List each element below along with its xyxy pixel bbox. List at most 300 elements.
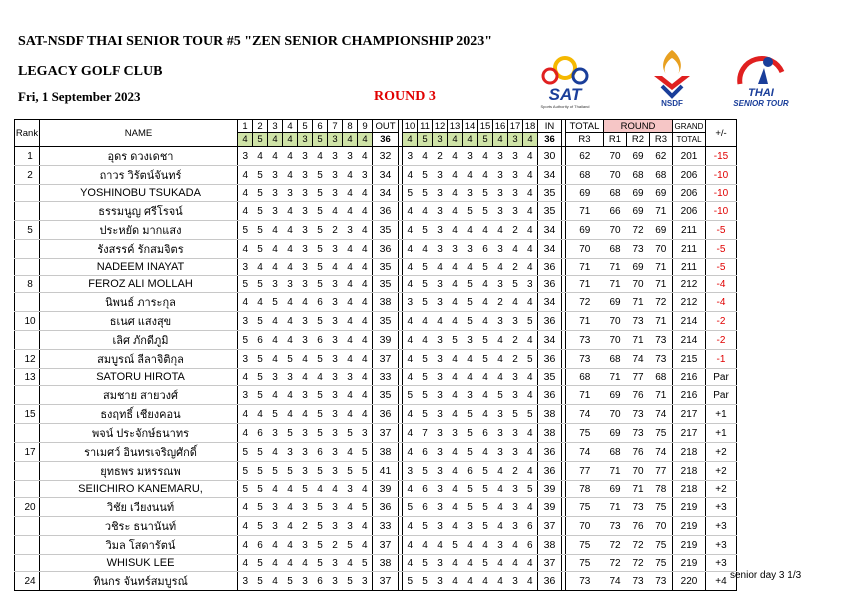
round-3-score: 69 — [650, 185, 673, 202]
leaderboard-table — [14, 119, 737, 591]
hole-score: 5 — [478, 350, 493, 369]
hole-score: 6 — [523, 536, 538, 555]
hole-score: 3 — [328, 498, 343, 517]
player-name: YOSHINOBU TSUKADA — [40, 185, 238, 202]
player-rank — [15, 185, 40, 202]
hole-score: 5 — [418, 405, 433, 424]
hole-score: 5 — [478, 462, 493, 481]
player-rank — [15, 536, 40, 555]
hole-score: 5 — [238, 481, 253, 498]
hole-score: 5 — [418, 293, 433, 312]
round-3-score: 74 — [650, 443, 673, 462]
round-2-score: 72 — [627, 221, 650, 240]
hole-score: 3 — [493, 276, 508, 293]
event-title: SAT-NSDF THAI SENIOR TOUR #5 "ZEN SENIOR CHAMPIONSHIP 2023" — [18, 34, 493, 49]
player-row — [15, 405, 737, 424]
hole-score: 3 — [268, 498, 283, 517]
player-name: สมชาย สายวงศ์ — [40, 386, 238, 405]
to-par: +3 — [706, 517, 737, 536]
hole-score: 4 — [298, 555, 313, 572]
hole-score: 3 — [433, 405, 448, 424]
player-rank — [15, 293, 40, 312]
hole-score: 3 — [448, 240, 463, 259]
out-total: 35 — [373, 312, 399, 331]
round-2-score: 76 — [627, 443, 650, 462]
hole-score: 3 — [433, 369, 448, 386]
out-total: 35 — [373, 221, 399, 240]
player-rank — [15, 202, 40, 221]
hole-score: 5 — [253, 369, 268, 386]
hole-score: 5 — [253, 240, 268, 259]
hole-score: 4 — [493, 498, 508, 517]
hole-score: 5 — [268, 405, 283, 424]
hole-score: 5 — [313, 259, 328, 276]
hole-score: 4 — [523, 293, 538, 312]
round-2-score: 72 — [627, 555, 650, 572]
hole-header: 4 — [283, 120, 298, 133]
plus-minus-header: +/- — [706, 120, 737, 147]
round-1-score: 70 — [604, 147, 627, 166]
player-name: ยุทธพร มหรรณพ — [40, 462, 238, 481]
hole-score: 5 — [418, 259, 433, 276]
round-3-score: 70 — [650, 240, 673, 259]
to-par: -5 — [706, 259, 737, 276]
hole-score: 4 — [448, 517, 463, 536]
hole-score: 4 — [238, 369, 253, 386]
hole-score: 5 — [298, 481, 313, 498]
hole-score: 4 — [358, 405, 373, 424]
round-2-score: 77 — [627, 369, 650, 386]
hole-score: 3 — [493, 202, 508, 221]
hole-score: 4 — [478, 312, 493, 331]
round-2-score: 71 — [627, 293, 650, 312]
hole-score: 5 — [463, 424, 478, 443]
hole-score: 5 — [463, 293, 478, 312]
hole-header: 11 — [418, 120, 433, 133]
hole-score: 3 — [298, 462, 313, 481]
hole-score: 3 — [298, 166, 313, 185]
hole-score: 4 — [283, 555, 298, 572]
par-cell: 3 — [508, 133, 523, 147]
hole-score: 3 — [283, 369, 298, 386]
round-total: 68 — [566, 166, 604, 185]
player-row — [15, 555, 737, 572]
grand-total: 218 — [673, 462, 706, 481]
player-name: พจน์ ประจักษ์ธนาทร — [40, 424, 238, 443]
hole-score: 3 — [328, 369, 343, 386]
hole-score: 5 — [418, 369, 433, 386]
sat-logo-subtext: Sports Authority of Thailand — [540, 104, 590, 109]
player-name: SATORU HIROTA — [40, 369, 238, 386]
out-total: 35 — [373, 276, 399, 293]
hole-score: 5 — [478, 331, 493, 350]
hole-score: 3 — [328, 185, 343, 202]
hole-score: 3 — [343, 221, 358, 240]
hole-score: 4 — [358, 517, 373, 536]
hole-score: 4 — [448, 293, 463, 312]
hole-score: 3 — [298, 443, 313, 462]
hole-score: 3 — [328, 462, 343, 481]
hole-score: 5 — [313, 517, 328, 536]
player-rank — [15, 386, 40, 405]
out-total: 35 — [373, 386, 399, 405]
hole-score: 5 — [313, 276, 328, 293]
hole-score: 6 — [418, 498, 433, 517]
hole-header: 5 — [298, 120, 313, 133]
to-par: +1 — [706, 424, 737, 443]
hole-score: 3 — [268, 166, 283, 185]
total-header: TOTAL — [566, 120, 604, 133]
in-total: 39 — [538, 481, 562, 498]
hole-score: 4 — [283, 481, 298, 498]
grand-total: 215 — [673, 350, 706, 369]
out-total: 36 — [373, 498, 399, 517]
par-cell: 3 — [433, 133, 448, 147]
hole-score: 3 — [268, 185, 283, 202]
hole-score: 3 — [433, 572, 448, 591]
hole-score: 4 — [358, 481, 373, 498]
grand-total: 220 — [673, 572, 706, 591]
hole-score: 3 — [493, 424, 508, 443]
hole-score: 5 — [448, 331, 463, 350]
grand-total: 217 — [673, 405, 706, 424]
grand-total: 219 — [673, 517, 706, 536]
hole-score: 4 — [283, 202, 298, 221]
player-row — [15, 572, 737, 591]
hole-score: 4 — [358, 536, 373, 555]
hole-score: 4 — [478, 369, 493, 386]
grand-total: 206 — [673, 166, 706, 185]
player-row — [15, 147, 737, 166]
hole-score: 4 — [343, 185, 358, 202]
hole-score: 4 — [403, 517, 418, 536]
hole-score: 3 — [433, 386, 448, 405]
round-1-score: 69 — [604, 424, 627, 443]
in-total: 37 — [538, 555, 562, 572]
out-total: 37 — [373, 572, 399, 591]
hole-score: 4 — [448, 147, 463, 166]
hole-score: 3 — [493, 166, 508, 185]
hole-score: 3 — [493, 240, 508, 259]
round-1-score: 68 — [604, 185, 627, 202]
hole-score: 3 — [343, 517, 358, 536]
hole-score: 3 — [463, 517, 478, 536]
hole-header: 9 — [358, 120, 373, 133]
round-total: 74 — [566, 405, 604, 424]
hole-score: 5 — [313, 424, 328, 443]
round-1-score: 69 — [604, 386, 627, 405]
hole-score: 4 — [493, 555, 508, 572]
hole-score: 3 — [493, 312, 508, 331]
player-rank: 12 — [15, 350, 40, 369]
hole-score: 4 — [298, 405, 313, 424]
hole-score: 6 — [523, 517, 538, 536]
out-total: 38 — [373, 293, 399, 312]
player-row — [15, 166, 737, 185]
player-row — [15, 221, 737, 240]
hole-score: 4 — [238, 517, 253, 536]
hole-score: 5 — [313, 405, 328, 424]
hole-score: 3 — [298, 185, 313, 202]
grand-total: 216 — [673, 386, 706, 405]
hole-score: 3 — [283, 185, 298, 202]
tst-logo-line2: SENIOR TOUR — [733, 99, 789, 108]
hole-score: 4 — [523, 166, 538, 185]
hole-score: 5 — [253, 443, 268, 462]
hole-score: 4 — [283, 240, 298, 259]
par-cell: 3 — [328, 133, 343, 147]
hole-score: 3 — [433, 498, 448, 517]
rank-header: Rank — [15, 120, 40, 147]
hole-score: 3 — [508, 481, 523, 498]
to-par: -1 — [706, 350, 737, 369]
hole-score: 3 — [463, 185, 478, 202]
hole-score: 3 — [433, 293, 448, 312]
par-cell: 4 — [463, 133, 478, 147]
hole-score: 4 — [283, 405, 298, 424]
hole-score: 4 — [523, 498, 538, 517]
round-3-score: 75 — [650, 498, 673, 517]
round-total: 73 — [566, 572, 604, 591]
hole-score: 4 — [403, 536, 418, 555]
player-name: ถาวร วิรัตน์จันทร์ — [40, 166, 238, 185]
hole-score: 4 — [448, 221, 463, 240]
player-rank — [15, 424, 40, 443]
hole-score: 3 — [343, 147, 358, 166]
to-par: +2 — [706, 481, 737, 498]
hole-score: 4 — [478, 405, 493, 424]
hole-score: 3 — [433, 517, 448, 536]
hole-score: 4 — [343, 331, 358, 350]
par-cell: 5 — [418, 133, 433, 147]
round-3-score: 73 — [650, 572, 673, 591]
hole-score: 4 — [448, 462, 463, 481]
hole-score: 5 — [358, 555, 373, 572]
hole-header: 10 — [403, 120, 418, 133]
r3-round-header: R3 — [650, 133, 673, 147]
grand-total: 214 — [673, 331, 706, 350]
player-rank — [15, 259, 40, 276]
player-row — [15, 462, 737, 481]
par-cell: 4 — [493, 133, 508, 147]
hole-score: 4 — [403, 259, 418, 276]
player-name: ราเมศว์ อินทรเจริญศักดิ์ — [40, 443, 238, 462]
hole-score: 4 — [283, 166, 298, 185]
hole-score: 4 — [448, 276, 463, 293]
hole-score: 5 — [448, 536, 463, 555]
player-rank: 2 — [15, 166, 40, 185]
hole-score: 4 — [343, 202, 358, 221]
in-total: 34 — [538, 166, 562, 185]
hole-score: 4 — [493, 517, 508, 536]
round-total: 72 — [566, 293, 604, 312]
round-1-score: 72 — [604, 536, 627, 555]
round-1-score: 74 — [604, 572, 627, 591]
hole-score: 5 — [523, 312, 538, 331]
hole-score: 3 — [433, 221, 448, 240]
hole-score: 5 — [238, 276, 253, 293]
round-2-score: 73 — [627, 312, 650, 331]
hole-score: 5 — [418, 166, 433, 185]
player-name: NADEEM INAYAT — [40, 259, 238, 276]
player-name: เลิศ ภักดีภูมิ — [40, 331, 238, 350]
hole-score: 4 — [358, 221, 373, 240]
hole-score: 4 — [403, 202, 418, 221]
hole-score: 3 — [328, 240, 343, 259]
hole-score: 4 — [283, 221, 298, 240]
hole-score: 4 — [238, 185, 253, 202]
hole-header: 17 — [508, 120, 523, 133]
hole-score: 3 — [328, 555, 343, 572]
hole-score: 3 — [298, 536, 313, 555]
in-total: 35 — [538, 185, 562, 202]
out-total: 34 — [373, 185, 399, 202]
hole-score: 3 — [433, 331, 448, 350]
hole-score: 3 — [298, 202, 313, 221]
hole-score: 4 — [268, 331, 283, 350]
round-total: 78 — [566, 481, 604, 498]
par-in-total: 36 — [538, 133, 562, 147]
hole-score: 4 — [358, 202, 373, 221]
hole-score: 3 — [508, 166, 523, 185]
hole-score: 5 — [343, 536, 358, 555]
hole-score: 3 — [508, 498, 523, 517]
hole-score: 4 — [313, 147, 328, 166]
hole-score: 3 — [463, 147, 478, 166]
hole-score: 3 — [283, 276, 298, 293]
round-1-score: 68 — [604, 443, 627, 462]
hole-score: 4 — [238, 202, 253, 221]
player-name: ธงฤทธิ์ เชียงคอน — [40, 405, 238, 424]
in-total: 38 — [538, 536, 562, 555]
hole-score: 3 — [268, 276, 283, 293]
hole-score: 4 — [463, 536, 478, 555]
hole-score: 4 — [493, 369, 508, 386]
hole-score: 3 — [403, 293, 418, 312]
round-total: 69 — [566, 185, 604, 202]
round-2-score: 71 — [627, 331, 650, 350]
to-par: +2 — [706, 443, 737, 462]
hole-score: 4 — [493, 259, 508, 276]
hole-score: 3 — [493, 443, 508, 462]
hole-score: 5 — [478, 517, 493, 536]
round-total: 75 — [566, 555, 604, 572]
round-total: 71 — [566, 202, 604, 221]
hole-score: 4 — [418, 202, 433, 221]
hole-score: 4 — [253, 259, 268, 276]
hole-score: 5 — [268, 293, 283, 312]
hole-score: 4 — [358, 276, 373, 293]
round-1-score: 70 — [604, 331, 627, 350]
grand-total: 218 — [673, 481, 706, 498]
hole-score: 5 — [253, 185, 268, 202]
hole-score: 4 — [298, 369, 313, 386]
hole-score: 5 — [418, 276, 433, 293]
out-total: 33 — [373, 517, 399, 536]
hole-score: 4 — [253, 405, 268, 424]
hole-score: 4 — [343, 386, 358, 405]
hole-score: 5 — [253, 202, 268, 221]
round-2-score: 72 — [627, 536, 650, 555]
out-total: 32 — [373, 147, 399, 166]
hole-score: 4 — [313, 369, 328, 386]
round-total: 77 — [566, 462, 604, 481]
round-3-score: 78 — [650, 481, 673, 498]
hole-score: 4 — [358, 331, 373, 350]
hole-score: 4 — [463, 369, 478, 386]
hole-score: 4 — [403, 166, 418, 185]
to-par: -10 — [706, 166, 737, 185]
grand-total: 219 — [673, 555, 706, 572]
round-label: ROUND 3 — [374, 89, 436, 104]
player-rank: 10 — [15, 312, 40, 331]
hole-score: 4 — [283, 147, 298, 166]
hole-score: 5 — [253, 312, 268, 331]
round-1-score: 68 — [604, 350, 627, 369]
hole-score: 4 — [448, 369, 463, 386]
hole-score: 5 — [313, 498, 328, 517]
hole-score: 4 — [343, 293, 358, 312]
hole-score: 5 — [463, 312, 478, 331]
out-total: 35 — [373, 259, 399, 276]
player-rank — [15, 555, 40, 572]
nsdf-logo-text: NSDF — [661, 99, 683, 108]
player-row — [15, 498, 737, 517]
in-total: 36 — [538, 312, 562, 331]
round-2-score: 69 — [627, 202, 650, 221]
round-1-score: 70 — [604, 221, 627, 240]
to-par: -5 — [706, 240, 737, 259]
grand-total: 211 — [673, 240, 706, 259]
round-3-score: 70 — [650, 517, 673, 536]
hole-score: 3 — [433, 424, 448, 443]
hole-score: 3 — [508, 202, 523, 221]
hole-score: 5 — [238, 221, 253, 240]
out-total: 36 — [373, 240, 399, 259]
r2-header: R2 — [627, 133, 650, 147]
hole-score: 3 — [463, 331, 478, 350]
player-name: ธรรมนูญ ศรีโรจน์ — [40, 202, 238, 221]
hole-score: 5 — [403, 185, 418, 202]
hole-score: 5 — [358, 498, 373, 517]
grand-total: 219 — [673, 498, 706, 517]
round-total: 73 — [566, 331, 604, 350]
hole-score: 4 — [478, 166, 493, 185]
hole-score: 4 — [268, 443, 283, 462]
grand-total: 219 — [673, 536, 706, 555]
hole-score: 5 — [523, 405, 538, 424]
hole-score: 3 — [328, 331, 343, 350]
player-name: ทินกร จันทร์สมบูรณ์ — [40, 572, 238, 591]
hole-score: 5 — [283, 424, 298, 443]
hole-score: 5 — [508, 405, 523, 424]
hole-score: 4 — [463, 572, 478, 591]
hole-score: 5 — [253, 166, 268, 185]
player-row — [15, 517, 737, 536]
hole-score: 4 — [493, 331, 508, 350]
hole-score: 3 — [508, 517, 523, 536]
hole-score: 4 — [523, 185, 538, 202]
hole-score: 4 — [283, 536, 298, 555]
hole-score: 5 — [478, 481, 493, 498]
hole-score: 4 — [493, 462, 508, 481]
hole-score: 3 — [298, 312, 313, 331]
hole-score: 4 — [283, 386, 298, 405]
round-total: 73 — [566, 350, 604, 369]
hole-score: 3 — [328, 276, 343, 293]
hole-score: 4 — [508, 536, 523, 555]
hole-score: 2 — [508, 259, 523, 276]
